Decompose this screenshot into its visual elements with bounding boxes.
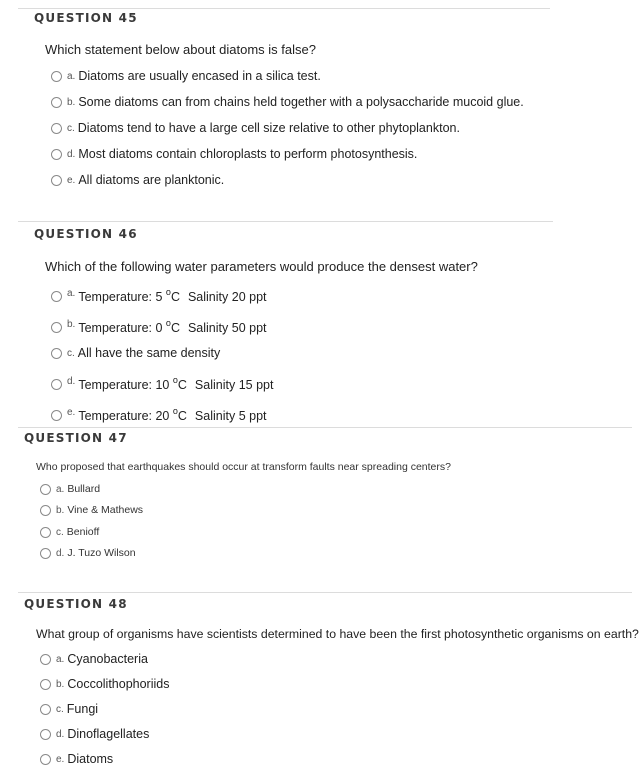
degree-symbol: o bbox=[165, 317, 171, 328]
q46-option-b-letter: b. bbox=[67, 318, 76, 330]
q47-option-d-letter: d. bbox=[56, 547, 65, 559]
q46-option-e[interactable] bbox=[51, 407, 267, 423]
q45-option-b[interactable] bbox=[51, 94, 524, 110]
q47-radio-a[interactable] bbox=[40, 484, 51, 495]
q46-e-salinity: Salinity 5 ppt bbox=[194, 409, 267, 424]
q48-radio-a[interactable] bbox=[40, 654, 51, 665]
q47-option-c[interactable] bbox=[40, 524, 99, 540]
q48-option-d-letter: d. bbox=[56, 728, 65, 740]
q45-radio-b[interactable] bbox=[51, 97, 62, 108]
q46-d-temp-value: 10 bbox=[155, 378, 170, 393]
q45-option-a-letter: a. bbox=[67, 70, 76, 82]
q46-radio-e[interactable] bbox=[51, 410, 62, 421]
q46-option-d-label bbox=[78, 376, 273, 392]
q46-e-unit: C bbox=[177, 409, 187, 424]
q45-radio-e[interactable] bbox=[51, 175, 62, 186]
q45-option-c-letter: c. bbox=[67, 122, 75, 134]
q47-q48-divider bbox=[18, 592, 632, 593]
q48-option-a[interactable] bbox=[40, 651, 148, 667]
q46-a-salinity: Salinity 20 ppt bbox=[187, 290, 267, 305]
question-48-title: QUESTION 48 bbox=[24, 597, 128, 611]
top-divider bbox=[18, 8, 550, 9]
q46-b-temp-value: 0 bbox=[155, 321, 163, 336]
q46-option-b-label bbox=[78, 319, 266, 335]
q48-option-b-letter: b. bbox=[56, 678, 65, 690]
q46-b-salinity: Salinity 50 ppt bbox=[187, 321, 267, 336]
q46-d-salinity: Salinity 15 ppt bbox=[194, 378, 274, 393]
q45-q46-divider bbox=[18, 221, 553, 222]
q48-option-b-label: Coccolithophoriids bbox=[67, 677, 170, 691]
question-47-title: QUESTION 47 bbox=[24, 431, 128, 445]
q46-option-a-letter: a. bbox=[67, 287, 76, 299]
q48-option-d[interactable] bbox=[40, 726, 149, 742]
q46-option-e-label bbox=[78, 407, 266, 423]
q45-radio-a[interactable] bbox=[51, 71, 62, 82]
q47-option-a-letter: a. bbox=[56, 483, 65, 495]
q45-option-a-label: Diatoms are usually encased in a silica test. bbox=[78, 69, 321, 83]
q46-d-temp-label: Temperature: bbox=[78, 378, 152, 393]
q46-option-a-label bbox=[78, 288, 266, 304]
q46-a-unit: C bbox=[170, 290, 180, 305]
degree-symbol: o bbox=[165, 286, 171, 297]
q47-option-b[interactable] bbox=[40, 502, 143, 518]
q47-radio-d[interactable] bbox=[40, 548, 51, 559]
q48-option-b[interactable] bbox=[40, 676, 169, 692]
q47-option-c-letter: c. bbox=[56, 526, 64, 538]
q48-radio-c[interactable] bbox=[40, 704, 51, 715]
question-45-title: QUESTION 45 bbox=[34, 11, 138, 25]
q48-option-a-label: Cyanobacteria bbox=[67, 652, 148, 666]
q46-radio-d[interactable] bbox=[51, 379, 62, 390]
q48-radio-d[interactable] bbox=[40, 729, 51, 740]
q46-a-temp-value: 5 bbox=[155, 290, 163, 305]
q46-option-c[interactable] bbox=[51, 345, 220, 361]
q47-radio-b[interactable] bbox=[40, 505, 51, 516]
degree-symbol: o bbox=[172, 374, 178, 385]
q47-option-d-label: J. Tuzo Wilson bbox=[67, 547, 136, 559]
q46-option-d-letter: d. bbox=[67, 375, 76, 387]
q46-e-temp-label: Temperature: bbox=[78, 409, 152, 424]
q46-option-c-letter: c. bbox=[67, 347, 75, 359]
q46-q47-divider bbox=[18, 427, 632, 428]
q45-option-c-label: Diatoms tend to have a large cell size relative to other phytoplankton. bbox=[77, 121, 460, 135]
q45-option-e-letter: e. bbox=[67, 174, 76, 186]
q45-option-a[interactable] bbox=[51, 68, 321, 84]
q46-d-unit: C bbox=[177, 378, 187, 393]
q48-radio-b[interactable] bbox=[40, 679, 51, 690]
q45-radio-d[interactable] bbox=[51, 149, 62, 160]
q48-option-c-letter: c. bbox=[56, 703, 64, 715]
q48-option-e[interactable] bbox=[40, 751, 113, 767]
q46-a-temp-label: Temperature: bbox=[78, 290, 152, 305]
q48-option-c[interactable] bbox=[40, 701, 98, 717]
degree-symbol: o bbox=[172, 405, 178, 416]
q45-option-b-label: Some diatoms can from chains held together with a polysaccharide mucoid glue. bbox=[78, 95, 524, 109]
q45-option-e[interactable] bbox=[51, 172, 224, 188]
q46-option-b[interactable] bbox=[51, 319, 267, 335]
q46-option-e-letter: e. bbox=[67, 406, 76, 418]
q47-option-d[interactable] bbox=[40, 545, 136, 561]
q47-option-b-label: Vine & Mathews bbox=[67, 504, 144, 516]
q45-option-c[interactable] bbox=[51, 120, 460, 136]
q46-radio-a[interactable] bbox=[51, 291, 62, 302]
q47-radio-c[interactable] bbox=[40, 527, 51, 538]
q45-option-b-letter: b. bbox=[67, 96, 76, 108]
q45-option-d-letter: d. bbox=[67, 148, 76, 160]
question-46-text: Which of the following water parameters would produce the densest water? bbox=[45, 259, 478, 274]
q46-b-temp-label: Temperature: bbox=[78, 321, 152, 336]
q46-radio-b[interactable] bbox=[51, 322, 62, 333]
question-45-text: Which statement below about diatoms is false? bbox=[45, 42, 316, 57]
question-47-text: Who proposed that earthquakes should occur at transform faults near spreading centers? bbox=[36, 461, 451, 473]
q48-option-e-label: Diatoms bbox=[67, 752, 114, 766]
q46-option-d[interactable] bbox=[51, 376, 273, 392]
q46-b-unit: C bbox=[170, 321, 180, 336]
q47-option-a-label: Bullard bbox=[67, 483, 101, 495]
q48-option-c-label: Fungi bbox=[66, 702, 99, 716]
q46-e-temp-value: 20 bbox=[155, 409, 170, 424]
question-48-text: What group of organisms have scientists determined to have been the first photosynthetic organisms on earth? bbox=[36, 627, 639, 641]
q45-radio-c[interactable] bbox=[51, 123, 62, 134]
q47-option-b-letter: b. bbox=[56, 504, 65, 516]
q46-option-a[interactable] bbox=[51, 288, 267, 304]
q47-option-c-label: Benioff bbox=[66, 526, 100, 538]
q46-option-c-label: All have the same density bbox=[77, 346, 221, 360]
question-46-title: QUESTION 46 bbox=[34, 227, 138, 241]
q47-option-a[interactable] bbox=[40, 481, 100, 497]
q48-radio-e[interactable] bbox=[40, 754, 51, 765]
q48-option-e-letter: e. bbox=[56, 753, 65, 765]
q48-option-d-label: Dinoflagellates bbox=[67, 727, 150, 741]
q45-option-d-label: Most diatoms contain chloroplasts to perform photosynthesis. bbox=[78, 147, 418, 161]
q48-option-a-letter: a. bbox=[56, 653, 65, 665]
q45-option-d[interactable] bbox=[51, 146, 417, 162]
q45-option-e-label: All diatoms are planktonic. bbox=[78, 173, 225, 187]
q46-radio-c[interactable] bbox=[51, 348, 62, 359]
